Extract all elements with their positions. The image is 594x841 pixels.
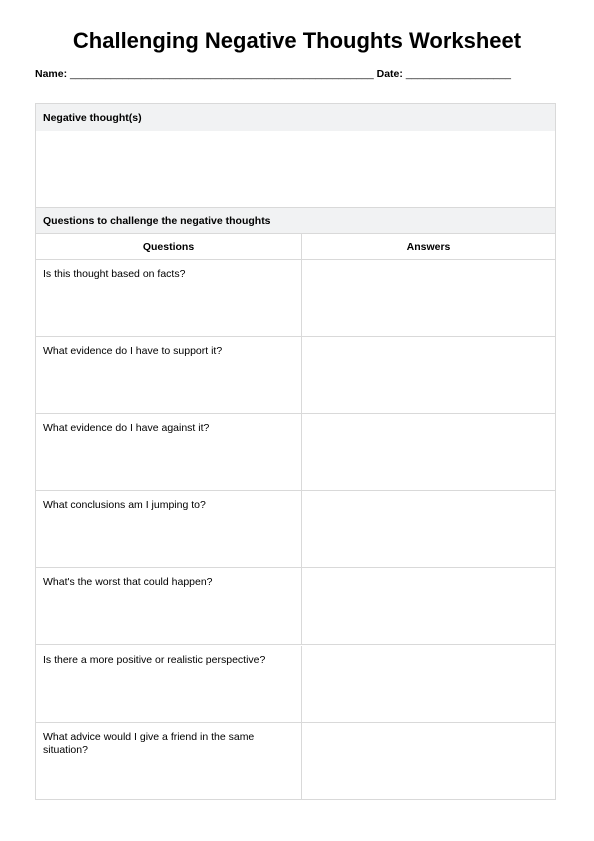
question-cell: What's the worst that could happen?	[36, 568, 302, 644]
table-row	[36, 414, 555, 491]
table-row	[36, 337, 555, 414]
name-date-line	[35, 68, 560, 80]
worksheet-table	[35, 103, 556, 800]
answers-column-header: Answers	[302, 234, 555, 260]
question-cell: Is there a more positive or realistic perspective?	[36, 646, 302, 722]
question-cell: What evidence do I have to support it?	[36, 337, 302, 413]
table-row	[36, 646, 555, 723]
date-label: Date:	[376, 68, 403, 80]
table-row	[36, 723, 555, 800]
name-label: Name:	[35, 68, 68, 80]
name-field[interactable]: ____________________________________________________	[70, 68, 374, 80]
answer-cell[interactable]	[302, 260, 555, 336]
question-cell: What evidence do I have against it?	[36, 414, 302, 490]
answer-cell[interactable]	[302, 646, 555, 722]
date-field[interactable]: __________________	[405, 68, 511, 80]
table-row	[36, 260, 555, 337]
questions-column-header: Questions	[36, 234, 302, 260]
page-title: Challenging Negative Thoughts Worksheet	[72, 28, 522, 53]
answer-cell[interactable]	[302, 568, 555, 644]
question-cell: What advice would I give a friend in the same situation?	[36, 723, 302, 800]
table-row	[36, 568, 555, 645]
challenge-questions-header: Questions to challenge the negative thoughts	[36, 208, 555, 234]
question-cell: Is this thought based on facts?	[36, 260, 302, 336]
negative-thoughts-header: Negative thought(s)	[36, 104, 555, 131]
answer-cell[interactable]	[302, 337, 555, 413]
answer-cell[interactable]	[302, 414, 555, 490]
table-row	[36, 491, 555, 568]
negative-thoughts-answer-area[interactable]	[36, 131, 555, 208]
answer-cell[interactable]	[302, 723, 555, 800]
answer-cell[interactable]	[302, 491, 555, 567]
question-cell: What conclusions am I jumping to?	[36, 491, 302, 567]
